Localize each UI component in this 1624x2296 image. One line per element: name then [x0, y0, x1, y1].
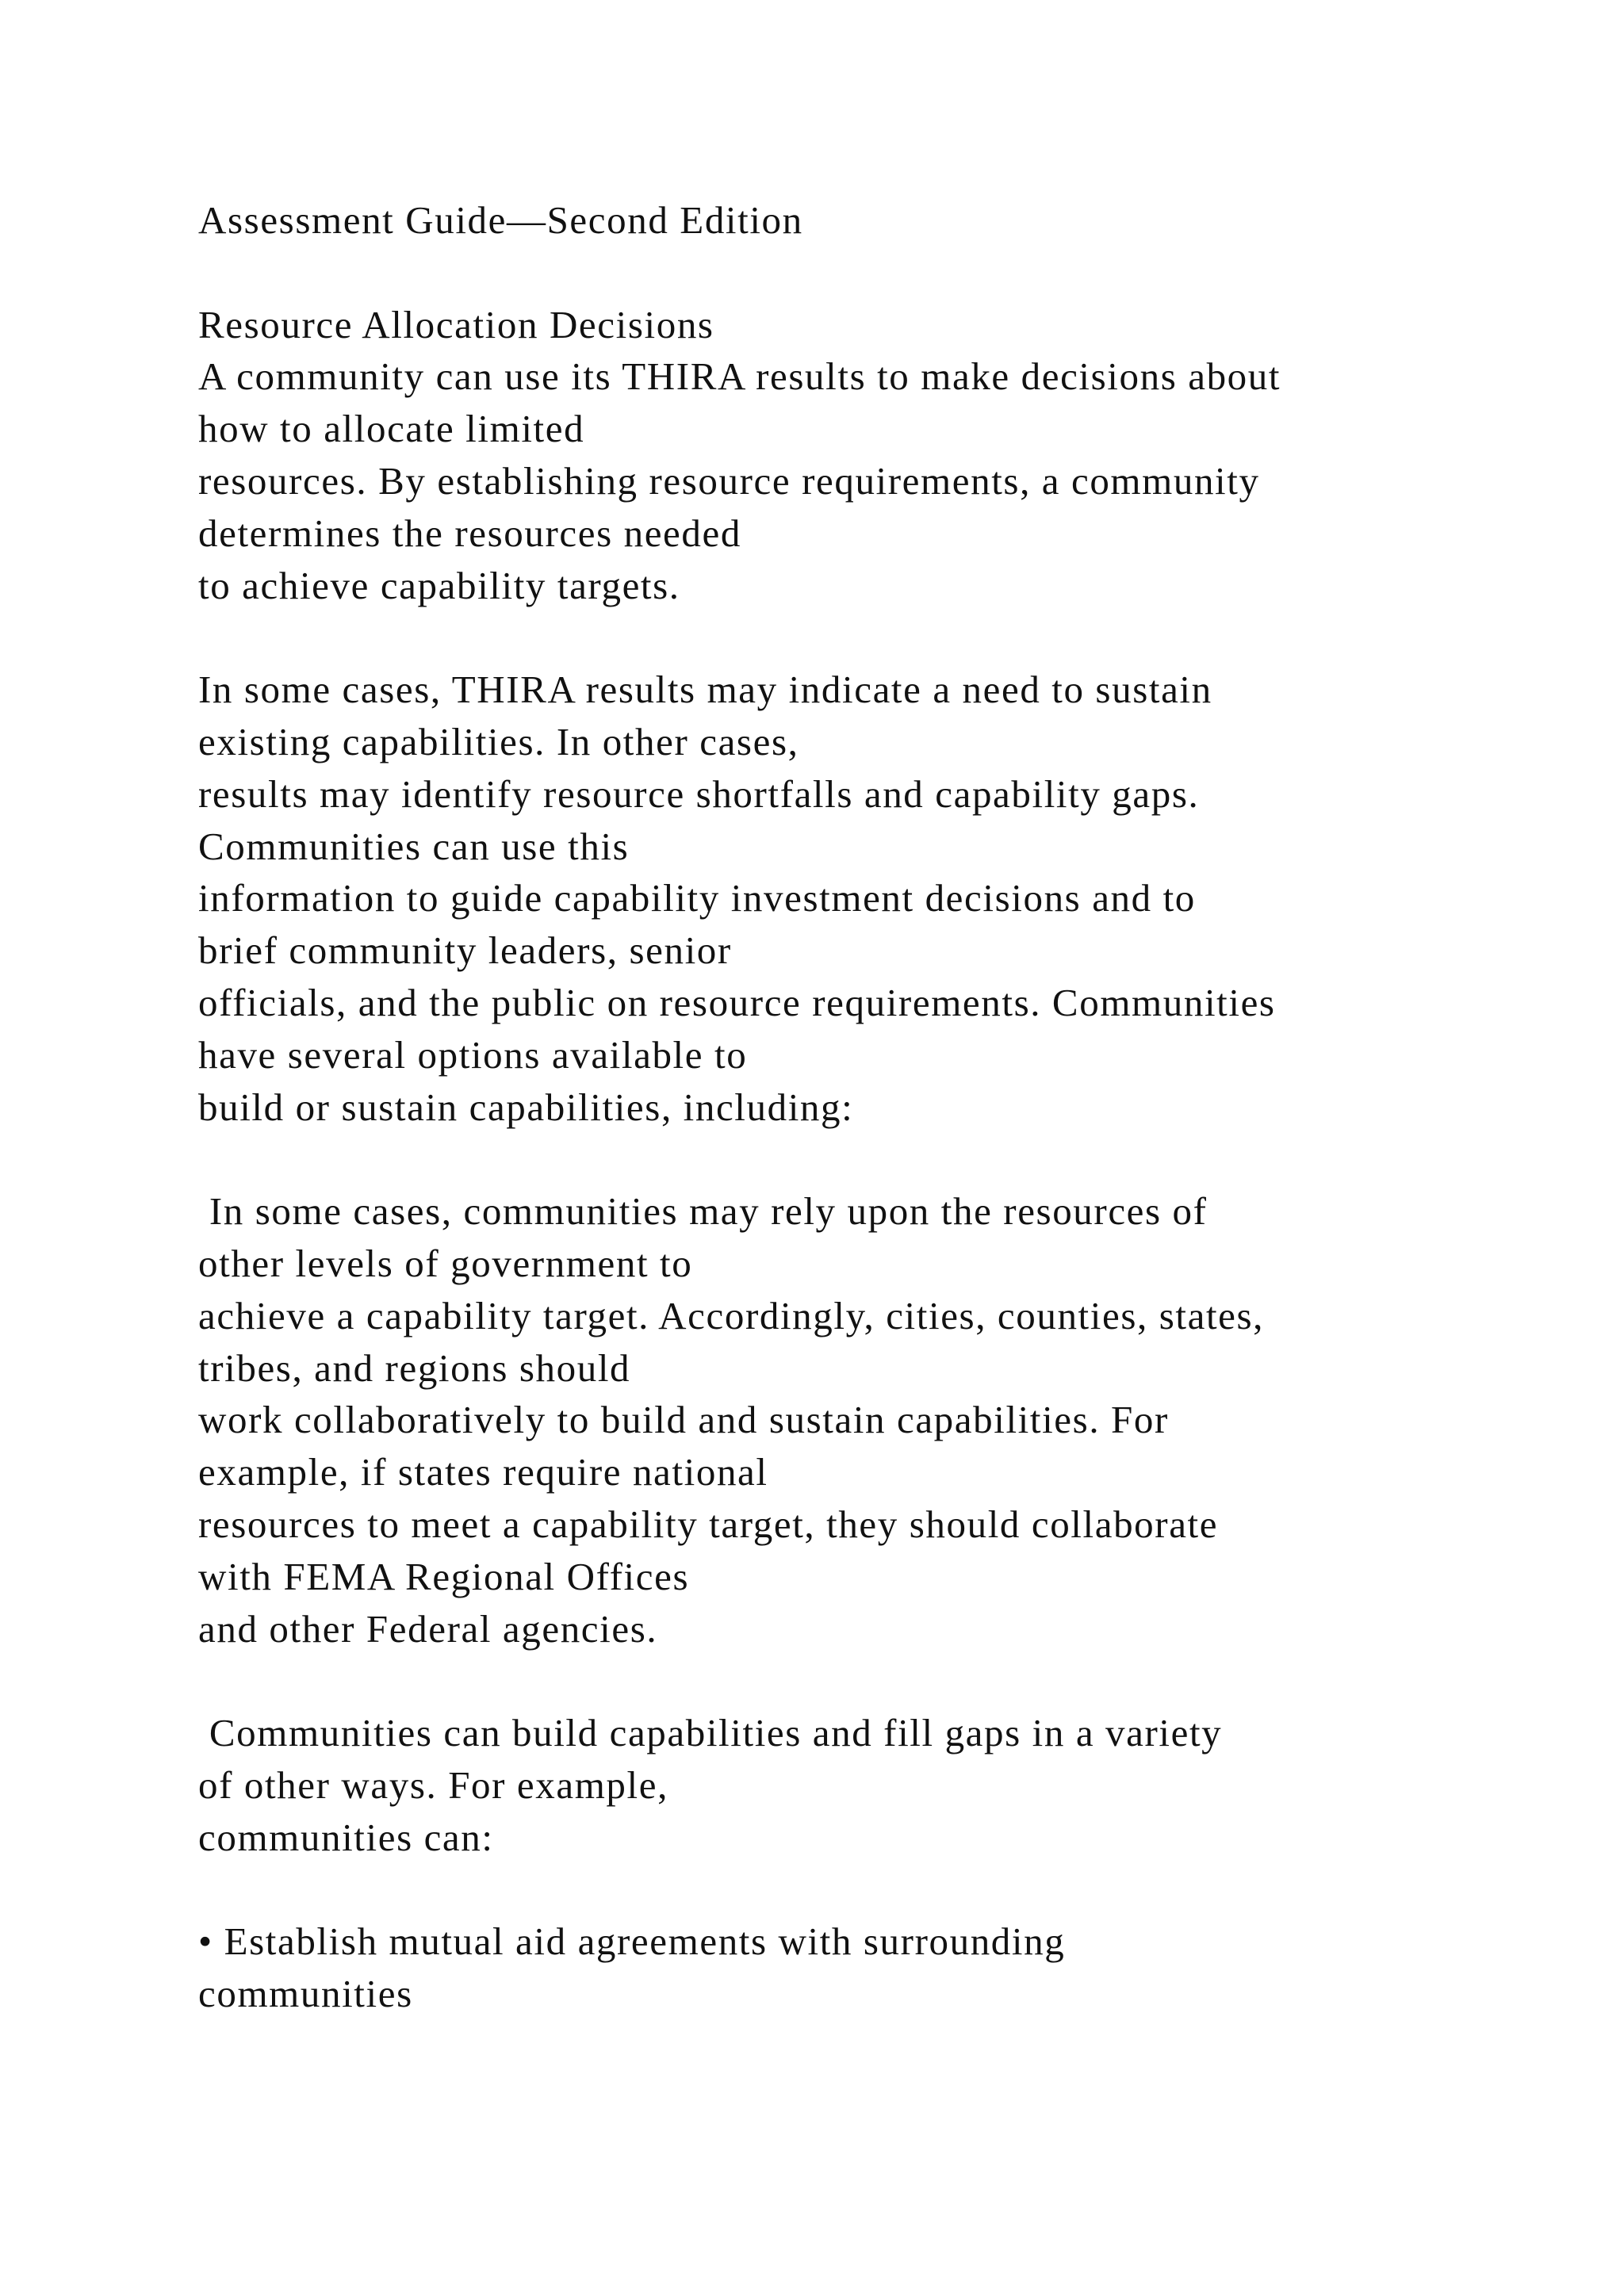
sub-bullet-mutual-aid [198, 1915, 1483, 2020]
text-line: with FEMA Regional Offices [198, 1554, 690, 1598]
text-line: brief community leaders, senior [198, 928, 732, 973]
text-line: resources to meet a capability target, they should collaborate [198, 1502, 1219, 1546]
text-line: tribes, and regions should [198, 1345, 631, 1390]
text-line: Communities can use this [198, 824, 630, 868]
text-line: of other ways. For example, [198, 1762, 668, 1807]
text-line: In some cases, THIRA results may indicate a need to sustain [198, 668, 1212, 712]
text-line: example, if states require national [198, 1450, 768, 1494]
document-body [198, 194, 1483, 2020]
text-line: Communities can build capabilities and fill gaps in a variety [198, 1711, 1223, 1755]
text-line: other levels of government to [198, 1241, 693, 1285]
blank-line [198, 1864, 1483, 1916]
blank-line [198, 611, 1483, 664]
text-line: • Establish mutual aid agreements with surrounding [198, 1919, 1066, 1964]
text-line: have several options available to [198, 1032, 748, 1077]
bullet-item-other-government [198, 1185, 1483, 1655]
text-line: resources. By establishing resource requirements, a community [198, 458, 1260, 503]
text-line: In some cases, communities may rely upon the resources of [198, 1189, 1208, 1234]
text-line: existing capabilities. In other cases, [198, 719, 799, 763]
text-line: A community can use its THIRA results to make decisions about [198, 354, 1281, 399]
blank-line [198, 1133, 1483, 1185]
section-title: Resource Allocation Decisions [198, 302, 714, 346]
bullet-item-build-capabilities [198, 1707, 1483, 1863]
text-line: information to guide capability investment decisions and to [198, 876, 1196, 920]
text-line: work collaboratively to build and sustain capabilities. For [198, 1398, 1169, 1442]
text-line: communities can: [198, 1815, 494, 1859]
paragraph-resource-allocation [198, 350, 1483, 611]
text-line: achieve a capability target. Accordingly, cities, counties, states, [198, 1293, 1265, 1337]
blank-line [198, 247, 1483, 299]
text-line: results may identify resource shortfalls and capability gaps. [198, 771, 1200, 816]
text-line: to achieve capability targets. [198, 563, 680, 607]
text-line: how to allocate limited [198, 407, 585, 451]
text-line: determines the resources needed [198, 511, 741, 555]
document-header: Assessment Guide—Second Edition [198, 198, 803, 242]
text-line: officials, and the public on resource requirements. Communities [198, 980, 1276, 1024]
blank-line [198, 1655, 1483, 1707]
text-line: build or sustain capabilities, including: [198, 1085, 854, 1129]
text-line: communities [198, 1972, 413, 2016]
text-line: and other Federal agencies. [198, 1606, 658, 1651]
paragraph-thira-results [198, 664, 1483, 1133]
